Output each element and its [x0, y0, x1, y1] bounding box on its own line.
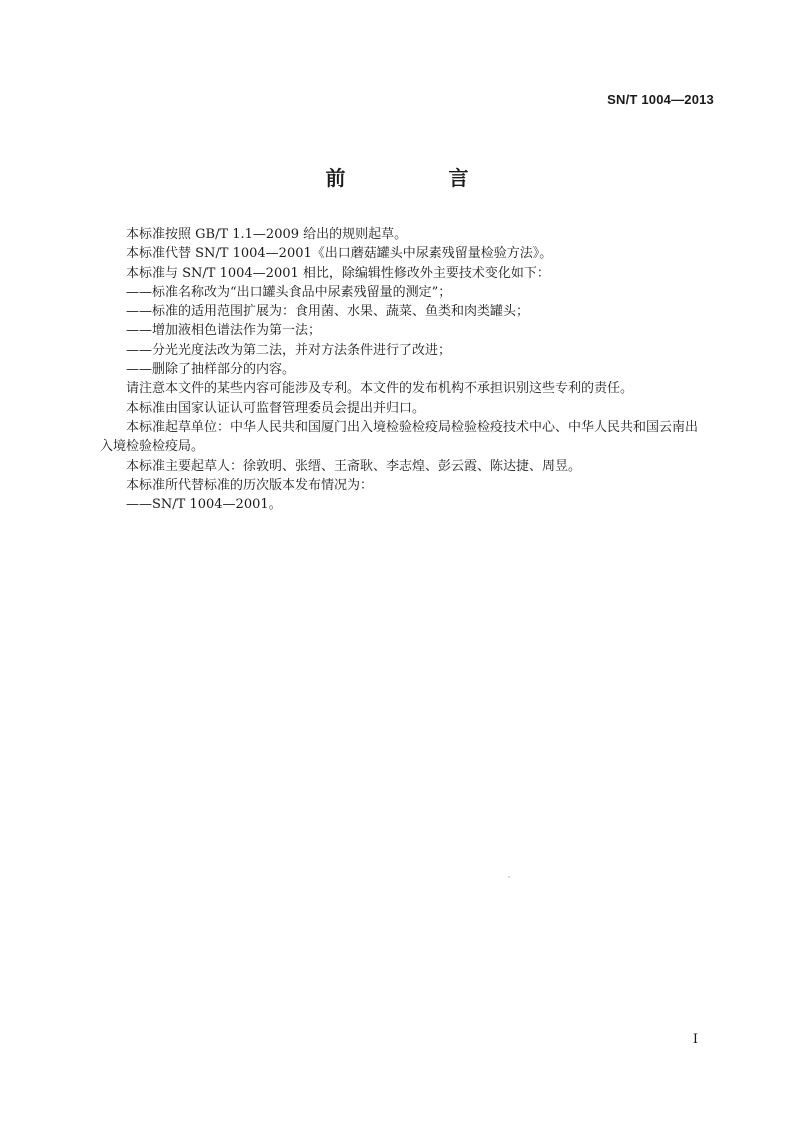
standard-code: SN/T 1004—2013	[607, 92, 714, 107]
paragraph-drafting-units: 本标准起草单位：中华人民共和国厦门出入境检验检疫局检验检疫技术中心、中华人民共和国云南出入境检验检疫局。	[100, 419, 699, 455]
paragraph-proposer: 本标准由国家认证认可监督管理委员会提出并归口。	[126, 400, 426, 416]
paragraph-changes-intro: 本标准与 SN/T 1004—2001 相比，除编辑性修改外主要技术变化如下：	[126, 265, 550, 281]
change-item-spectro-method: ——分光光度法改为第二法，并对方法条件进行了改进；	[126, 342, 452, 358]
change-item-scope: ——标准的适用范围扩展为：食用菌、水果、蔬菜、鱼类和肉类罐头；	[126, 304, 530, 320]
change-item-lc-method: ——增加液相色谱法作为第一法；	[126, 323, 322, 339]
change-item-sampling: ——删除了抽样部分的内容。	[126, 362, 296, 378]
page-title: 前 言	[325, 166, 517, 190]
paragraph-drafting-rules: 本标准按照 GB/T 1.1—2009 给出的规则起草。	[126, 227, 408, 242]
paragraph-patent-notice: 请注意本文件的某些内容可能涉及专利。本文件的发布机构不承担识别这些专利的责任。	[126, 381, 634, 397]
paragraph-replaces: 本标准代替 SN/T 1004—2001《出口蘑菇罐头中尿素残留量检验方法》。	[126, 246, 553, 262]
paragraph-history-intro: 本标准所代替标准的历次版本发布情况为：	[126, 477, 374, 493]
page-number: I	[692, 1032, 698, 1047]
scan-speck	[508, 876, 510, 878]
history-item: ——SN/T 1004—2001。	[126, 497, 282, 513]
paragraph-drafters: 本标准主要起草人：徐敦明、张缙、王斋耿、李志煌、彭云霞、陈达捷、周昱。	[126, 458, 582, 474]
change-item-title: ——标准名称改为“出口罐头食品中尿素残留量的测定”；	[126, 284, 452, 300]
foreword-body	[100, 225, 706, 514]
